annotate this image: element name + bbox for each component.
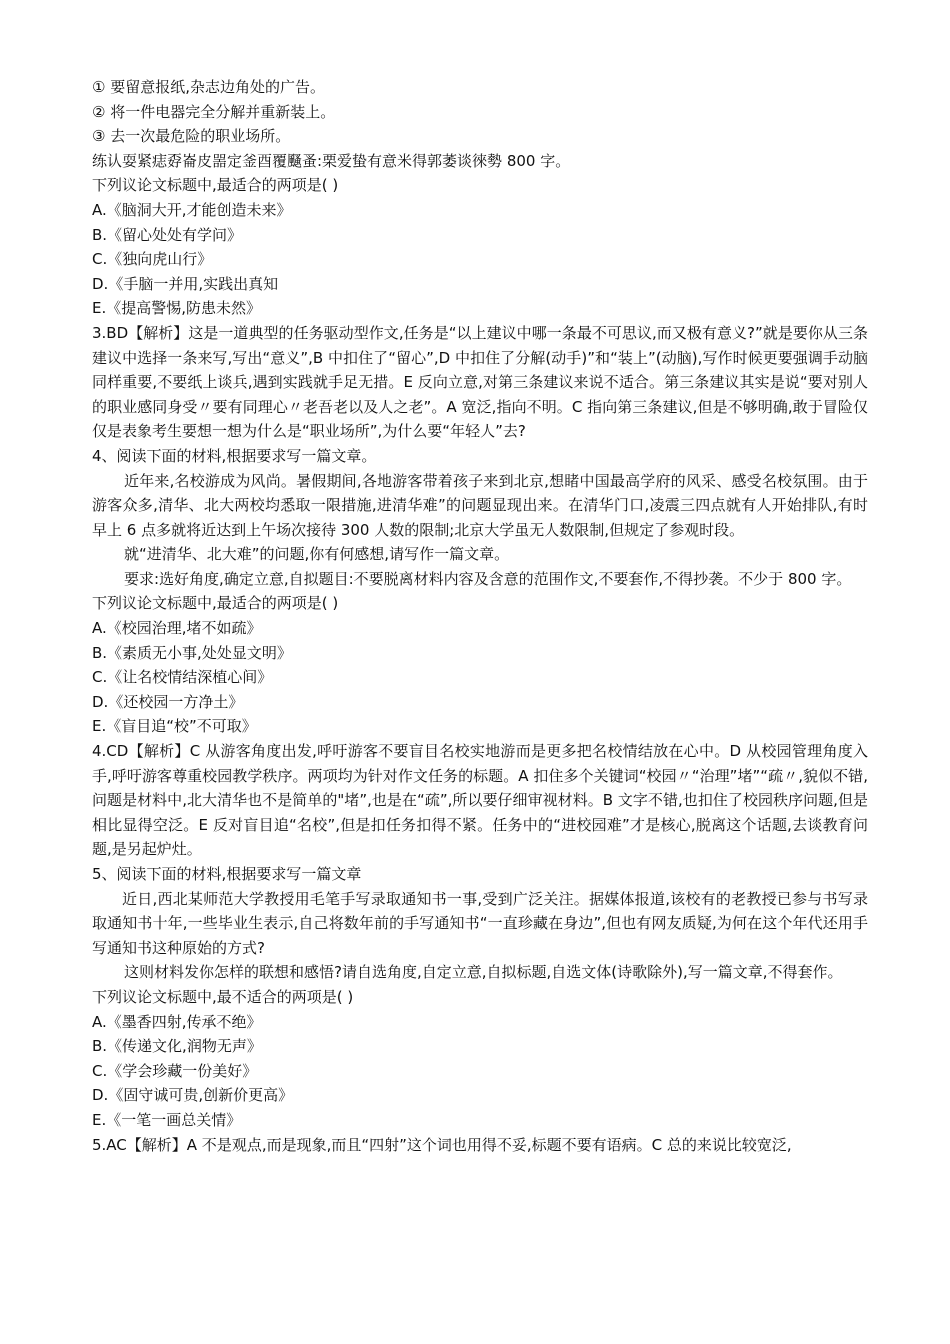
q3-option-c: C.《独向虎山行》 xyxy=(92,250,213,269)
q5-material: 近日,西北某师范大学教授用毛笔手写录取通知书一事,受到广泛关注。据媒体报道,该校有的老教授已参与书写录取通知书十年,一些毕业生表示,自己将数年前的手写通知书“一直珍藏在身边”,但也有网友质疑,为何在这个年代还用手写通知书这种原始的方式? xyxy=(92,889,868,957)
q3-option-e: E.《提高警惕,防患未然》 xyxy=(92,299,262,318)
q4-answer-analysis: 4.CD【解析】C 从游客角度出发,呼吁游客不要盲目名校实地游而是更多把名校情结放在心中。D 从校园管理角度入手,呼吁游客尊重校园教学秩序。两项均为针对作文任务的标题。A 扣住多个关键词“校园〃“治理”堵”“疏〃,貌似不错,问题是材料中,北大清华也不是简单的"堵”,也是在“疏”,所以要仔细审视材料。B 文字不错,也扣住了校园秩序问题,但是相比显得空泛。E 反对盲目追“名校”,但是扣任务扣得不紧。任务中的“进校园难”才是核心,脱离这个话题,去谈教育问题,是另起炉灶。 xyxy=(92,742,868,859)
q3-option-d: D.《手脑一并用,实践出真知 xyxy=(92,274,279,293)
question-5-heading: 5、阅读下面的材料,根据要求写一篇文章 xyxy=(92,865,362,883)
q4-requirements: 要求:选好角度,确定立意,自拟题目:不要脱离材料内容及含意的范围作文,不要套作,不得抄袭。不少于 800 字。 xyxy=(124,569,852,588)
question-4-stem: 下列议论文标题中,最适合的两项是( ) xyxy=(92,594,339,613)
q5-option-c: C.《学会珍藏一份美好》 xyxy=(92,1061,258,1080)
suggestion-3: ③ 去一次最危险的职业场所。 xyxy=(92,127,291,146)
q3-answer-analysis: 3.BD【解析】这是一道典型的任务驱动型作文,任务是“以上建议中哪一条最不可思议,而又极有意义?”就是要你从三条建议中选择一条来写,写出“意义”,B 中扣住了“留心”,D 中扣住了分解(动手)”和“装上”(动脑),写作时候更要强调手动脑同样重要,不要纸上谈兵,遇到实践就手足无措。E 反向立意,对第三条建议来说不适合。第三条建议其实是说“要对别人的职业感同身受〃要有同理心〃老吾老以及人之老”。A 宽泛,指向不明。C 指向第三条建议,但是不够明确,敢于冒险仅仅是表象考生要想一想为什么是“职业场所”,为什么要“年轻人”去? xyxy=(92,323,868,441)
q3-option-b: B.《留心处处有学问》 xyxy=(92,225,243,244)
q4-prompt: 就“进清华、北大难”的问题,你有何感想,请写作一篇文章。 xyxy=(124,545,510,564)
q5-option-a: A.《墨香四射,传承不绝》 xyxy=(92,1012,262,1031)
question-3-stem: 下列议论文标题中,最适合的两项是( ) xyxy=(92,176,339,195)
q4-option-d: D.《还校园一方净土》 xyxy=(92,692,244,711)
q4-option-a: A.《校园治理,堵不如疏》 xyxy=(92,619,262,638)
q5-option-d: D.《固守诚可贵,创新价更高》 xyxy=(92,1086,294,1105)
q5-option-b: B.《传递文化,润物无声》 xyxy=(92,1037,262,1056)
q5-option-e: E.《一笔一画总关情》 xyxy=(92,1110,242,1129)
q4-option-c: C.《让名校情结深植心间》 xyxy=(92,668,273,687)
question-4-heading: 4、阅读下面的材料,根据要求写一篇文章。 xyxy=(92,446,377,465)
q4-material: 近年来,名校游成为风尚。暑假期间,各地游客带着孩子来到北京,想睹中国最高学府的风采、感受名校氛围。由于游客众多,清华、北大两校均悉取一限措施,进清华难”的问题显现出来。在清华门口,凌震三四点就有人开始排队,有时早上 6 点多就将近达到上午场次接待 300 人数的限制;北京大学虽无人数限制,但规定了参观时段。 xyxy=(92,471,868,539)
q4-option-b: B.《素质无小事,处处显文明》 xyxy=(92,643,292,662)
q3-option-a: A.《脑洞大开,才能创造未来》 xyxy=(92,200,292,219)
q5-answer-analysis: 5.AC【解析】A 不是观点,而是现象,而且“四射”这个词也用得不妥,标题不要有语病。C 总的来说比较宽泛, xyxy=(92,1135,792,1154)
suggestion-2: ② 将一件电器完全分解并重新装上。 xyxy=(92,102,336,121)
garbled-instruction: 练认耍紧痣孬崙皮噐定釜酉覆颾蚤:栗爱蛰有意米得郭萎谈徠勢 800 字。 xyxy=(92,151,571,170)
suggestion-1: ① 要留意报纸,杂志边角处的广告。 xyxy=(92,78,325,96)
question-5-stem: 下列议论文标题中,最不适合的两项是( ) xyxy=(92,987,354,1006)
q4-option-e: E.《盲目追“校”不可取》 xyxy=(92,717,257,736)
q5-prompt: 这则材料发你怎样的联想和感悟?请自选角度,自定立意,自拟标题,自选文体(诗歌除外),写一篇文章,不得套作。 xyxy=(124,963,843,982)
